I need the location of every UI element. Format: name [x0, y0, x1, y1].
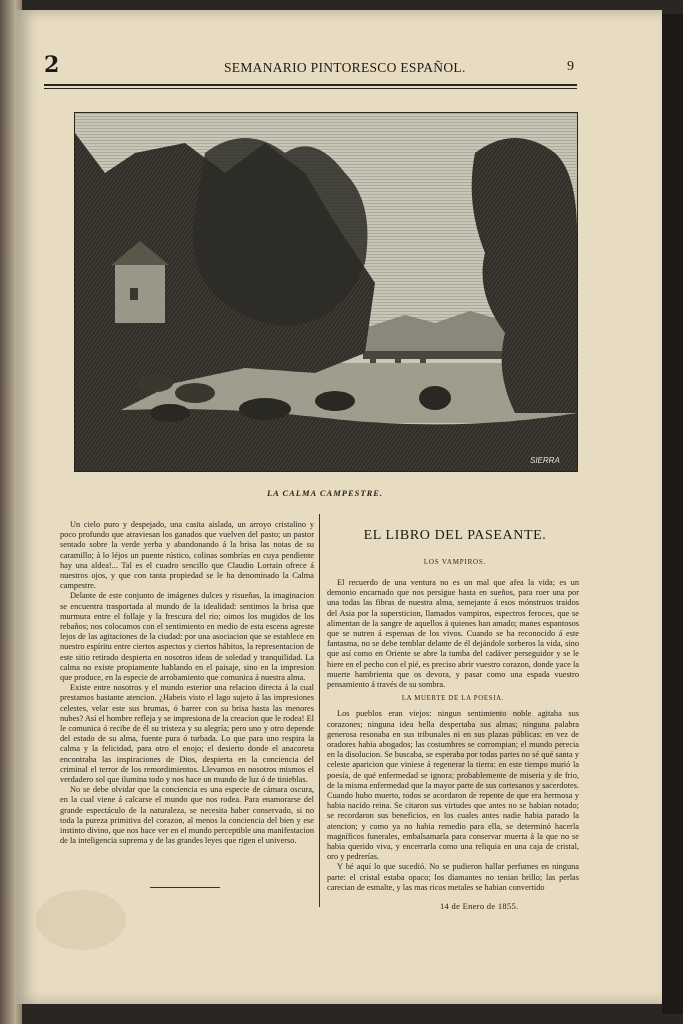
column-end-rule: [150, 887, 220, 888]
paragraph: Un cielo puro y despejado, una casita aislada, un arroyo cristalino y poco profundo que atraviesan los ganados que vuelven del pasto; un pastor sentado sobre la verde yerba y abandonando á la brisa las notas de su caramillo; á lo léjos un puente rústico, colinas sombrías en cuya pendiente hay una aldea!... Tal es el cuadro sencillo que Claudio Lorrain ofrece á nuestros ojos, y que con tanta propiedad se le ha denominado la Calma campestre.: [60, 520, 314, 591]
section-subtitle: LOS VAMPIROS.: [423, 558, 487, 566]
artist-signature: SIERRA: [530, 456, 560, 465]
column-divider: [319, 514, 320, 907]
paragraph: Los pueblos eran viejos: ningun sentimiento noble agitaba sus corazones; ninguna idea bella despertaba sus almas; ninguna palabra generosa resonaba en sus tribunales ni en sus plazas públicas: en vez de oradores habia abogados; las costumbres se corrompian; el mundo perecia en la disolucion. Se buscaba, se esperaba por todas partes no sé qué santa y celeste aparicion que viniese á regenerar la tierra: en este tiempo murió la poesía, de qué enfermedad se ignora; probablemente de miseria y de frio, de la misma enfermedad que la mayor parte de sus cortesanos y sacerdotes. Cuando hubo muerto, todos se acordaron de repente de que era hermosa y habia nacido reina. Se citaron sus virtudes que antes no se habian notado; se recordaron sus beneficios, en los cuales antes nadie habia parado la atencion; y como ya no habia remedio para ella, se determinó hacerla magníficos funerales, embalsamarla para conservar muerta á la que no se habia querido viva, y encerrarla como una reliquia en una caja de cristal, oro y pedrerías.: [327, 709, 579, 862]
illustration-caption: LA CALMA CAMPESTRE.: [266, 488, 384, 498]
paragraph: Y hé aquí lo que sucedió. No se pudieron hallar perfumes en ninguna parte: el cristal estaba opaco; los diamantes no tenian brillo; las perlas carecian de esmalte, y las mas ricos metales se habian convertido: [327, 862, 579, 892]
issue-number: 2: [44, 52, 60, 78]
page-header: [44, 52, 574, 80]
paragraph: Existe entre nosotros y el mundo esterior una relacion directa á la cual prestamos bastante atencion. ¿Habeis visto el lago sujeto á las impresiones celestes, velar este sus brumas, ó barrer con su brisa hasta las menores nubes? Así el hombre refleja y se impresiona de la creacion que le rodea! El le comunica ó recibe de él su tristeza y su alegría; pero uno y otro depende del estado de su alma, fuente pura ó turbada. Lo que para uno respira la calma y la felicidad, para otro el enojo; el desierto donde el anacoreta encontraba las inspiraciones de Dios, despierta en la conciencia del criminal el terror de los remordimientos. Llevamos en nosotros mismos el verdadero sol que ilumina todo y nos hace un mundo de luz ó de tinieblas.: [60, 683, 314, 785]
right-column: [327, 578, 579, 893]
header-rule-thin: [44, 88, 577, 89]
paragraph: Delante de este conjunto de imágenes dulces y risueñas, la imaginacion se encuentra trasportada al mundo de la idealidad: sentimos la brisa que murmura entre el follaje y la frescura del rio; oimos los mugidos de los rebaños; nos colocamos con el sentimiento en medio de esta escena agreste lejos de las agitaciones de la ciudad: por una asociacion que se establece en nuestro espíritu entre ciertos aspectos y ciertos hábitos, la representacion de este sitio retirado despierta en nosotros ideas de soledad y tranquilidad. La calma no existe propiamente hablando en el paisaje, sino en la impresion que produce, en la especie de arrobamiento que comunica á nuestra alma.: [60, 591, 314, 683]
landscape-engraving: [74, 112, 578, 472]
issue-date: 14 de Enero de 1855.: [440, 901, 519, 911]
paper-stain: [36, 890, 126, 950]
section-title: EL LIBRO DEL PASEANTE.: [363, 528, 547, 543]
left-column: [60, 520, 314, 847]
paragraph: No se debe olvidar que la conciencia es una especie de cámara oscura, en la cual viene á calcarse el mundo que nos rodea. Para enamorarse del grande espectáculo de la naturaleza, se necesita haber conservado, si no toda la pureza primitiva del corazon, al menos la conciencia del bien y ese instinto divino, que nos hace ver en el mundo perceptible una manifestacion de la inteligencia suprema y de las grandes leyes que rigen el universo.: [60, 785, 314, 846]
page-number: 9: [567, 59, 574, 74]
header-rule: [44, 84, 577, 86]
book-edge-shadow: [662, 14, 683, 1014]
publication-title: SEMANARIO PINTORESCO ESPAÑOL.: [224, 60, 466, 75]
paragraph: El recuerdo de una ventura no es un mal que afea la vida; es un demonio encarnado que nos persigue hasta en sueños, para roer una por una todas las fibras de nuestra alma, semejante á esos mónstruos traidos del Asia por la supersticion, llamados vampiros, espectros feroces, que se alimentan de la sangre de aquellos á quienes han amado; manes espantosos que se nutren á espensas de los vivos. Cuando se ha reconocido á este fantasma, no se debe temblar delante de él dejándole sorberos la vida, sino que así como en Oriente se abre la tumba del cadáver perseguidor y se le hiere en el pecho con el pié, es preciso abrir vuestro corazon, donde yace la muerte hambrienta que os devora, y pasar como una espada vuestro pensamiento á través de su sombra.: [327, 578, 579, 690]
subsection-title: LA MUERTE DE LA POESIA.: [401, 695, 505, 703]
